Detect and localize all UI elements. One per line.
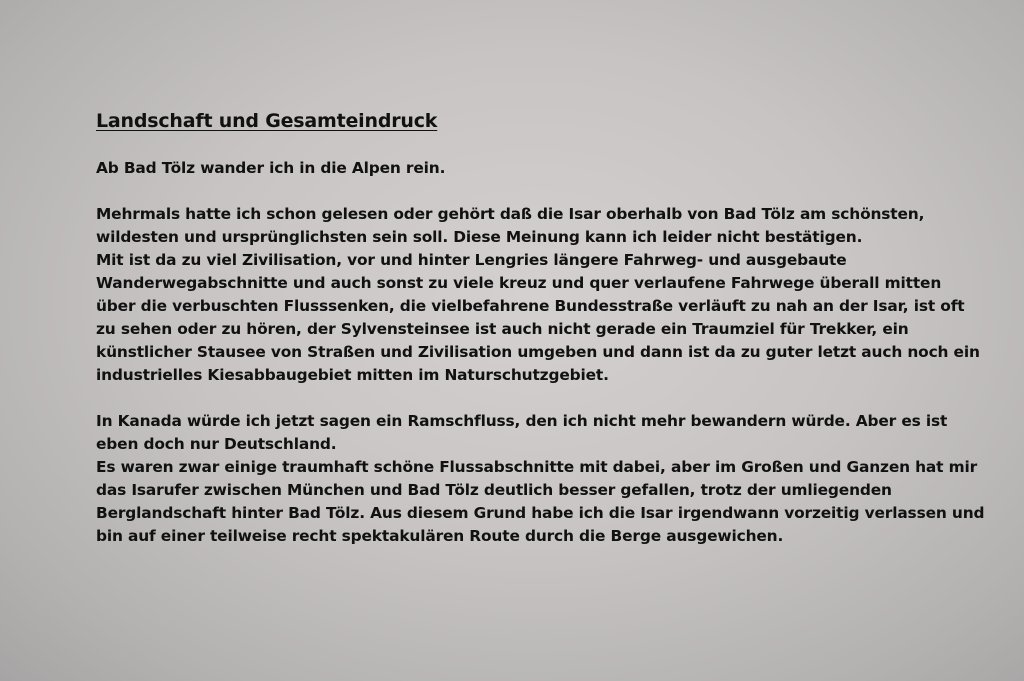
paragraph-isar-opinion	[96, 203, 980, 387]
document-title: Landschaft und Gesamteindruck	[96, 110, 438, 132]
document-page	[96, 106, 985, 571]
text-line: Mit ist da zu viel Zivilisation, vor und hinter Lengries längere Fahrweg- und ausgebaute	[96, 251, 847, 269]
text-line: Wanderwegabschnitte und auch sonst zu viele kreuz und quer verlaufene Fahrwege überall mitten	[96, 274, 942, 292]
text-line: zu sehen oder zu hören, der Sylvensteinsee ist auch nicht gerade ein Traumziel für Trekker, ein	[96, 320, 909, 338]
text-line: künstlicher Stausee von Straßen und Zivilisation umgeben und dann ist da zu guter letzt auch noch ein	[96, 343, 980, 361]
text-line: Mehrmals hatte ich schon gelesen oder gehört daß die Isar oberhalb von Bad Tölz am schönsten,	[96, 205, 925, 223]
text-line: industrielles Kiesabbaugebiet mitten im Naturschutzgebiet.	[96, 366, 609, 384]
text-line: wildesten und ursprünglichsten sein soll. Diese Meinung kann ich leider nicht bestätigen.	[96, 228, 863, 246]
text-line: Berglandschaft hinter Bad Tölz. Aus diesem Grund habe ich die Isar irgendwann vorzeitig verlassen und	[96, 504, 985, 522]
text-line: Es waren zwar einige traumhaft schöne Flussabschnitte mit dabei, aber im Großen und Ganzen hat mir	[96, 458, 978, 476]
paragraph-conclusion	[96, 410, 985, 548]
text-line: das Isarufer zwischen München und Bad Tölz deutlich besser gefallen, trotz der umliegenden	[96, 481, 892, 499]
text-line: In Kanada würde ich jetzt sagen ein Ramschfluss, den ich nicht mehr bewandern würde. Aber es ist	[96, 412, 948, 430]
text-line: Ab Bad Tölz wander ich in die Alpen rein.	[96, 159, 446, 177]
text-line: eben doch nur Deutschland.	[96, 435, 337, 453]
intro-paragraph	[96, 157, 926, 180]
text-line: über die verbuschten Flusssenken, die vielbefahrene Bundesstraße verläuft zu nah an der Isar, ist oft	[96, 297, 965, 315]
text-line: bin auf einer teilweise recht spektakulären Route durch die Berge ausgewichen.	[96, 527, 784, 545]
